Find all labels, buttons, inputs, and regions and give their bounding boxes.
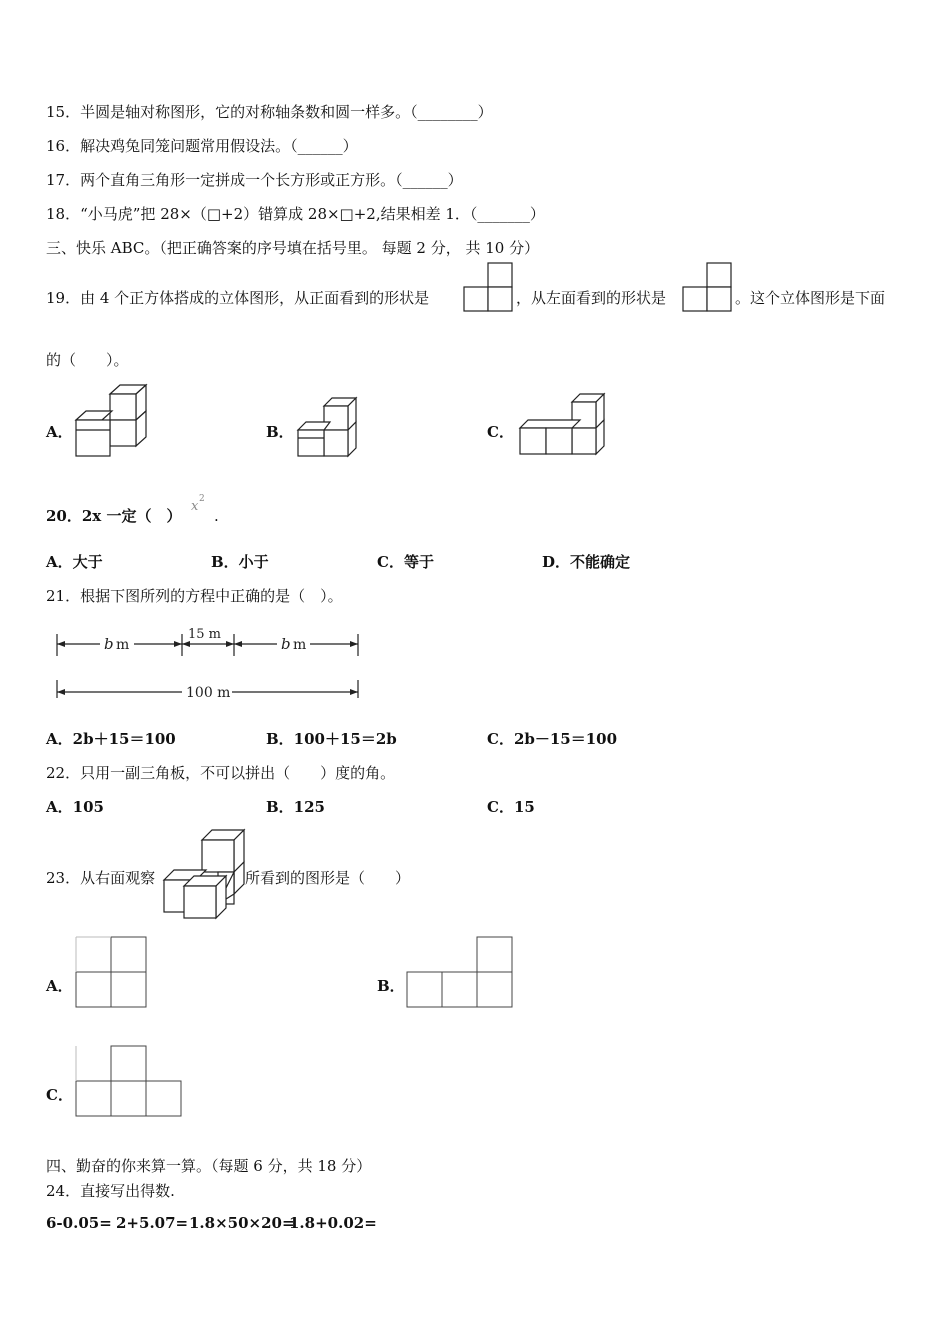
q19-option-c-cubes — [518, 392, 610, 458]
q23-option-a-figure — [74, 935, 150, 1011]
q21-segment-diagram — [52, 622, 364, 706]
q20-x-symbol: x — [191, 499, 199, 514]
question-19-part3: 。这个立体图形是下面 — [735, 289, 886, 307]
calc-item-1: 6-0.05= — [46, 1214, 112, 1232]
q21-label-100m: 100 m — [186, 685, 231, 701]
q20-period: . — [214, 507, 219, 525]
question-20: 20．2x 一定（ ） — [46, 507, 182, 525]
question-22: 22．只用一副三角板，不可以拼出（ ）度的角。 — [46, 764, 396, 782]
q23-option-c-figure — [74, 1044, 186, 1120]
q20-option-c: C．等于 — [377, 553, 434, 571]
q21-option-a: A．2b＋15＝100 — [46, 730, 176, 748]
q20-option-d: D．不能确定 — [542, 553, 631, 571]
q19-option-c: C． — [487, 423, 514, 441]
q23-option-c: C． — [46, 1086, 73, 1104]
q22-option-c: C．15 — [487, 798, 535, 816]
q21-option-b: B．100＋15＝2b — [266, 730, 397, 748]
q20-option-b: B．小于 — [211, 553, 269, 571]
q20-exponent: 2 — [199, 494, 205, 504]
question-19-part1: 19．由 4 个正方体搭成的立体图形，从正面看到的形状是 — [46, 289, 430, 307]
question-23-part1: 23．从右面观察 — [46, 869, 156, 887]
q22-option-a: A．105 — [46, 798, 104, 816]
q23-option-b: B． — [377, 977, 405, 995]
question-15: 15．半圆是轴对称图形，它的对称轴条数和圆一样多。（________） — [46, 103, 493, 121]
q19-option-a: A． — [46, 423, 73, 441]
q21-label-15m: 15 m — [188, 627, 222, 642]
q21-option-c: C．2b－15＝100 — [487, 730, 618, 748]
question-23-part2: 所看到的图形是（ ） — [245, 869, 411, 887]
section-4-heading: 四、勤奋的你来算一算。（每题 6 分，共 18 分） — [46, 1157, 372, 1175]
question-19-part2: ，从左面看到的形状是 — [516, 289, 667, 307]
q21-label-m-right: m — [293, 637, 307, 653]
q19-option-b-cubes — [296, 396, 360, 460]
question-16: 16．解决鸡兔同笼问题常用假设法。（______） — [46, 137, 358, 155]
question-17: 17．两个直角三角形一定拼成一个长方形或正方形。（______） — [46, 171, 463, 189]
section-3-heading: 三、快乐 ABC。（把正确答案的序号填在括号里。 每题 2 分， 共 10 分） — [46, 239, 540, 257]
q20-option-a: A．大于 — [46, 553, 103, 571]
q21-label-m-left: m — [116, 637, 130, 653]
q23-cube-figure — [162, 826, 248, 922]
question-18: 18．“小马虎”把 28×（□+2）错算成 28×□+2,结果相差 1．（_______） — [46, 205, 545, 223]
calc-item-3: 1.8×50×20= — [189, 1214, 295, 1232]
calc-item-4: 1.8+0.02= — [289, 1214, 377, 1232]
calc-item-2: 2+5.07= — [116, 1214, 189, 1232]
q23-option-b-figure — [405, 935, 517, 1011]
q21-label-b-left: b — [104, 635, 114, 653]
q23-option-a: A． — [46, 977, 73, 995]
q21-label-b-right: b — [281, 635, 291, 653]
question-21: 21．根据下图所列的方程中正确的是（ ）。 — [46, 587, 343, 605]
question-19-line2: 的（ ）。 — [46, 351, 129, 369]
front-view-figure — [463, 262, 515, 314]
q19-option-b: B． — [266, 423, 294, 441]
left-view-figure — [682, 262, 734, 314]
q22-option-b: B．125 — [266, 798, 325, 816]
question-24: 24．直接写出得数. — [46, 1182, 175, 1200]
q19-option-a-cubes — [74, 384, 150, 460]
